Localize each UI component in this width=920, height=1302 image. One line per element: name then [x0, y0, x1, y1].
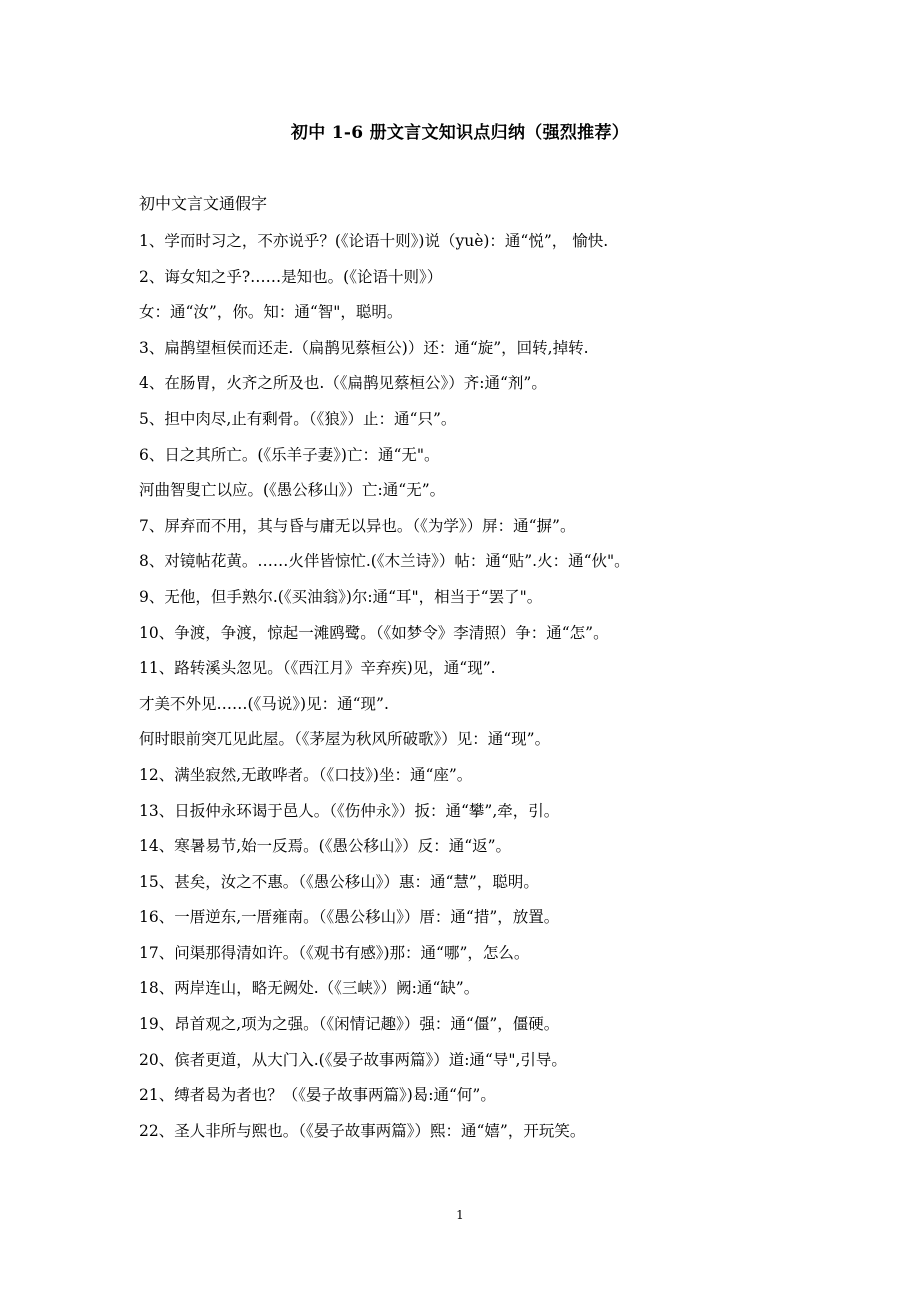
entry-line: 5、担中肉尽,止有剩骨。（《狼》）止：通“只”。: [139, 409, 457, 428]
entry-line: 2、诲女知之乎?……是知也。(《论语十则》）: [139, 267, 443, 286]
entry-line: 8、对镜帖花黄。……火伴皆惊忙.(《木兰诗》）帖：通“贴”.火：通“伙"。: [139, 552, 630, 571]
entry-line: 6、日之其所亡。(《乐羊子妻》)亡：通“无"。: [139, 445, 440, 464]
entry-line: 15、甚矣，汝之不惠。（《愚公移山》）惠：通“慧”，聪明。: [139, 872, 539, 891]
entry-line: 16、一厝逆东,一厝雍南。（《愚公移山》）厝：通“措”，放置。: [139, 908, 560, 927]
entry-line: 河曲智叟亡以应。(《愚公移山》）亡:通“无”。: [139, 481, 446, 500]
document-title: 初中 1-6 册文言文知识点归纳（强烈推荐）: [290, 123, 630, 143]
entry-line: 7、屏弃而不用，其与昏与庸无以异也。（《为学》）屏：通“摒”。: [139, 516, 576, 535]
entry-line: 22、圣人非所与熙也。（《晏子故事两篇》）熙：通“嬉”，开玩笑。: [139, 1121, 586, 1140]
entry-line: 18、两岸连山，略无阙处.（《三峡》）阙:通“缺”。: [139, 979, 480, 998]
entry-line: 13、日扳仲永环谒于邑人。（《伤仲永》）扳：通“攀”,牵，引。: [139, 801, 560, 820]
page-number: 1: [456, 1208, 464, 1222]
entry-line: 才美不外见……(《马说》)见：通“现”.: [139, 694, 389, 713]
entry-line: 21、缚者曷为者也？（《晏子故事两篇》)曷:通“何”。: [139, 1086, 496, 1105]
entry-line: 12、满坐寂然,无敢哗者。（《口技》)坐：通“座”。: [139, 765, 473, 784]
entry-line: 1、学而时习之，不亦说乎？(《论语十则》)说（yuè)：通“悦”， 愉快.: [139, 232, 609, 250]
entry-list: [139, 224, 839, 1149]
entry-line: 女：通“汝”，你。知：通“智"，聪明。: [139, 303, 403, 322]
entry-line: 11、路转溪头忽见。（《西江月》辛弃疾)见，通“现”.: [139, 659, 496, 678]
entry-line: 19、昂首观之,项为之强。（《闲情记趣》）强：通“僵”，僵硬。: [139, 1015, 560, 1034]
entry-line: 17、问渠那得清如许。（《观书有感》)那：通“哪”，怎么。: [139, 943, 530, 962]
entry-line: 3、扁鹊望桓侯而还走.（扁鹊见蔡桓公)）还：通“旋”，回转,掉转.: [139, 338, 589, 357]
entry-line: 14、寒暑易节,始一反焉。(《愚公移山》）反：通“返”。: [139, 837, 512, 856]
entry-line: 20、傧者更道，从大门入.(《晏子故事两篇》）道:通“导",引导。: [139, 1050, 567, 1069]
entry-line: 4、在肠胃，火齐之所及也.（《扁鹊见蔡桓公》）齐:通“剂”。: [139, 374, 547, 393]
entry-line: 10、争渡，争渡，惊起一滩鸥鹭。（《如梦令》李清照）争：通“怎”。: [139, 623, 609, 642]
entry-line: 何时眼前突兀见此屋。（《茅屋为秋风所破歌》）见：通“现”。: [139, 730, 551, 749]
entry-line: 9、无他，但手熟尔.(《买油翁》)尔:通“耳"，相当于“罢了"。: [139, 587, 543, 606]
section-heading: 初中文言文通假字: [139, 194, 268, 213]
